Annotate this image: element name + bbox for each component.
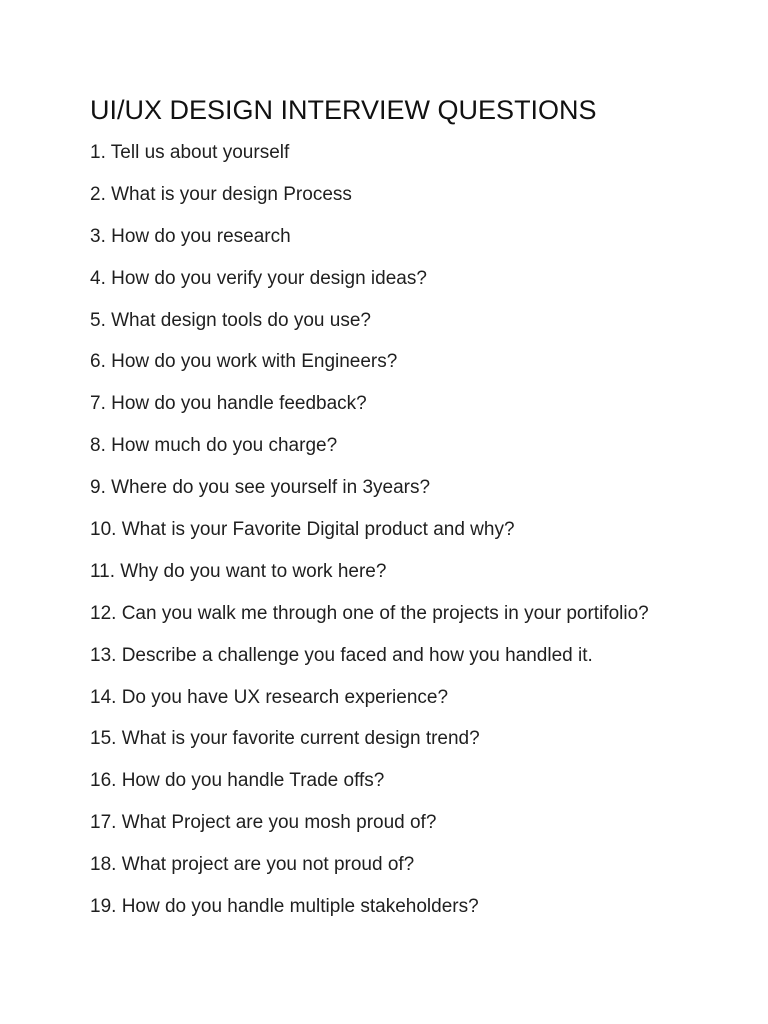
question-item: 6. How do you work with Engineers? [90,351,398,373]
question-list [90,142,728,938]
document-title: UI/UX DESIGN INTERVIEW QUESTIONS [90,95,597,125]
question-item: 4. How do you verify your design ideas? [90,267,427,289]
question-item: 14. Do you have UX research experience? [90,686,449,708]
question-item: 7. How do you handle feedback? [90,393,367,415]
question-item: 8. How much do you charge? [90,435,338,457]
question-item: 16. How do you handle Trade offs? [90,770,385,792]
question-item: 19. How do you handle multiple stakeholders? [90,896,479,918]
question-item: 12. Can you walk me through one of the projects in your portifolio? [90,602,649,624]
question-item: 5. What design tools do you use? [90,309,371,331]
question-item: 2. What is your design Process [90,183,352,205]
question-item: 17. What Project are you mosh proud of? [90,812,437,834]
question-item: 11. Why do you want to work here? [90,560,387,582]
question-item: 18. What project are you not proud of? [90,854,415,876]
question-item: 13. Describe a challenge you faced and how you handled it. [90,644,593,666]
question-item: 3. How do you research [90,225,291,247]
question-item: 9. Where do you see yourself in 3years? [90,477,431,499]
question-item: 10. What is your Favorite Digital product and why? [90,519,515,541]
question-item: 15. What is your favorite current design trend? [90,728,480,750]
question-item: 1. Tell us about yourself [90,142,290,163]
